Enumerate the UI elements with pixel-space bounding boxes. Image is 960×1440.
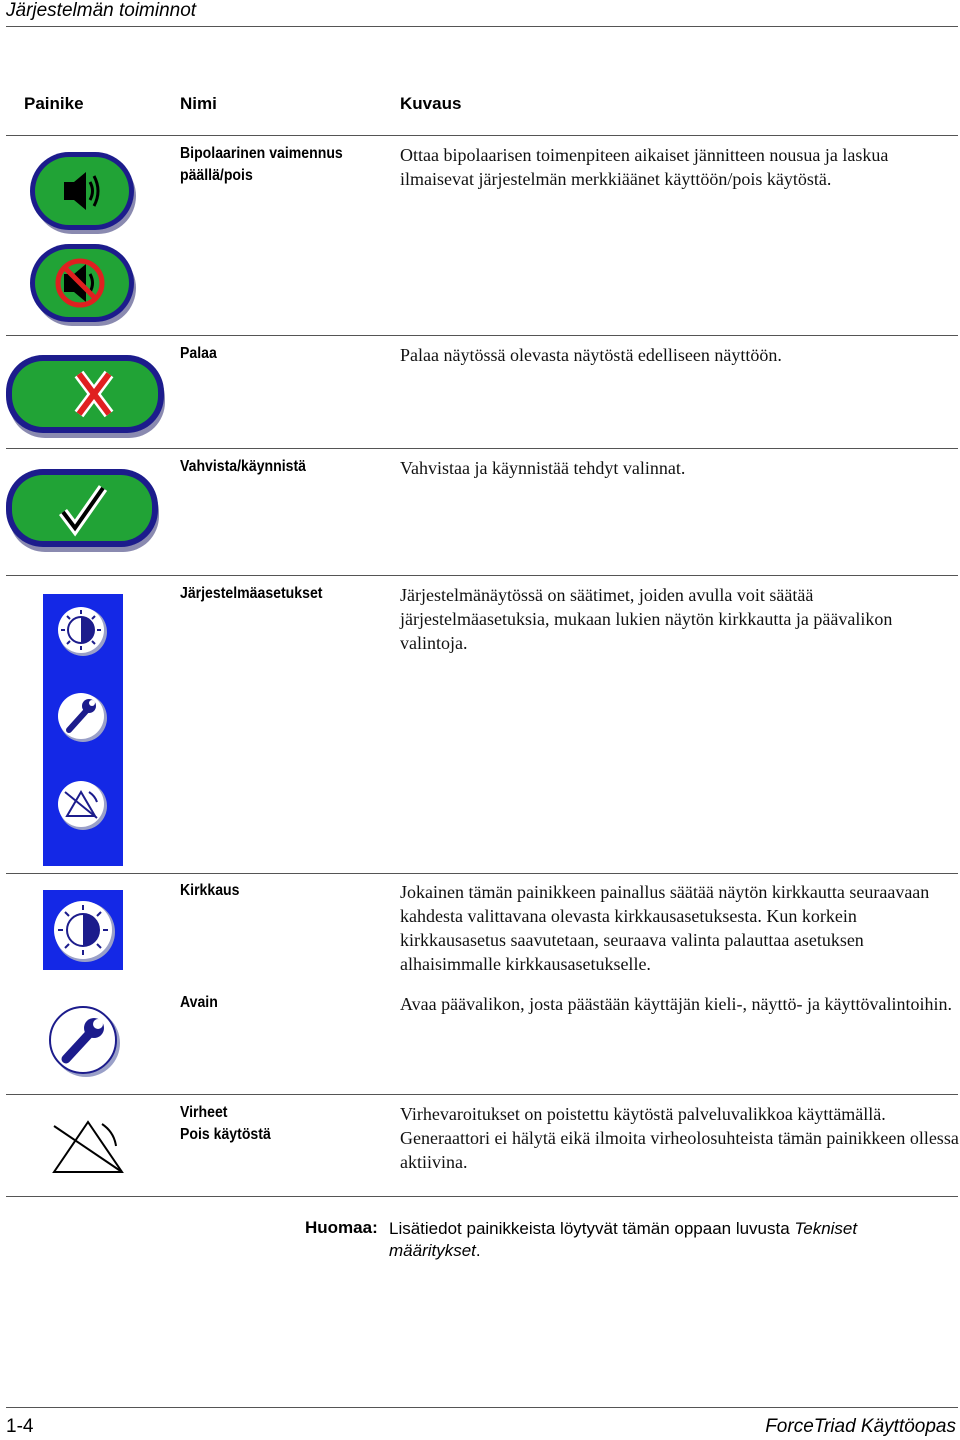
note-label: Huomaa: bbox=[305, 1218, 378, 1237]
table-header-rule bbox=[6, 135, 958, 136]
row-rule bbox=[6, 1094, 958, 1095]
row-name-errors-line1: Virheet bbox=[180, 1104, 228, 1121]
sound-on-button-icon bbox=[28, 148, 140, 238]
document-title: ForceTriad Käyttöopas bbox=[765, 1416, 956, 1437]
row-desc-bipolar-mute: Ottaa bipolaarisen toimenpiteen aikaiset jännitteen nousua ja laskua ilmaisevat järjestelmän merkkiäänet käyttöön/pois käytöstä. bbox=[400, 145, 889, 189]
row-desc-system-settings: Järjestelmänäytössä on säätimet, joiden avulla voit säätää järjestelmäasetuksia, mukaan lukien näytön kirkkautta ja päävalikon valintoja. bbox=[400, 585, 893, 653]
row-name-back: Palaa bbox=[180, 345, 217, 362]
row-rule bbox=[6, 335, 958, 336]
row-desc-brightness: Jokainen tämän painikkeen painallus säätää näytön kirkkautta seuraavaan kahdesta valittavana olevasta kirkkausasetuksesta. Kun korkein kirkkausasetus saavutetaan, seuraava valinta palauttaa asetuksen alhaisimmalle kirkkausasetukselle. bbox=[400, 882, 930, 974]
row-rule bbox=[6, 575, 958, 576]
alarm-disabled-icon bbox=[50, 1116, 126, 1176]
footer-rule bbox=[6, 1407, 958, 1408]
row-name-key: Avain bbox=[180, 994, 218, 1011]
brightness-icon bbox=[43, 890, 123, 970]
row-name-system-settings: Järjestelmäasetukset bbox=[180, 585, 323, 602]
system-settings-panel-icon bbox=[43, 594, 123, 866]
page-header-title: Järjestelmän toiminnot bbox=[6, 0, 197, 21]
column-header-name: Nimi bbox=[180, 94, 217, 113]
row-name-brightness: Kirkkaus bbox=[180, 882, 240, 899]
table-bottom-rule bbox=[6, 1196, 958, 1197]
row-rule bbox=[6, 448, 958, 449]
row-desc-errors: Virhevaroitukset on poistettu käytöstä palveluvalikkoa käyttämällä. Generaattori ei hälytä eikä ilmoita virheolosuhteista tämän painikkeen ollessa aktiivina. bbox=[400, 1104, 959, 1172]
row-desc-key: Avaa päävalikon, josta päästään käyttäjän kieli-, näyttö- ja käyttövalintoihin. bbox=[400, 994, 952, 1014]
row-name-confirm: Vahvista/käynnistä bbox=[180, 458, 307, 475]
row-name-errors bbox=[180, 1102, 271, 1146]
column-header-button: Painike bbox=[24, 94, 84, 113]
sound-off-button-icon bbox=[28, 240, 140, 330]
row-name-errors-line2: Pois käytöstä bbox=[180, 1126, 271, 1143]
back-button-icon bbox=[5, 352, 167, 440]
column-header-description: Kuvaus bbox=[400, 94, 462, 113]
note-text-main: Lisätiedot painikkeista löytyvät tämän oppaan luvusta bbox=[389, 1219, 795, 1238]
row-desc-back: Palaa näytössä olevasta näytöstä edelliseen näyttöön. bbox=[400, 345, 782, 365]
confirm-button-icon bbox=[5, 466, 161, 554]
page-number: 1-4 bbox=[6, 1416, 34, 1437]
note-text-reference: Tekniset määritykset bbox=[389, 1219, 858, 1260]
note-text-end: . bbox=[475, 1241, 481, 1260]
row-desc-confirm: Vahvistaa ja käynnistää tehdyt valinnat. bbox=[400, 458, 686, 478]
row-rule bbox=[6, 873, 958, 874]
note-text bbox=[389, 1218, 909, 1262]
row-name-bipolar-mute: Bipolaarinen vaimennus päällä/pois bbox=[180, 145, 343, 184]
header-rule bbox=[6, 26, 958, 27]
wrench-icon bbox=[48, 1005, 122, 1079]
